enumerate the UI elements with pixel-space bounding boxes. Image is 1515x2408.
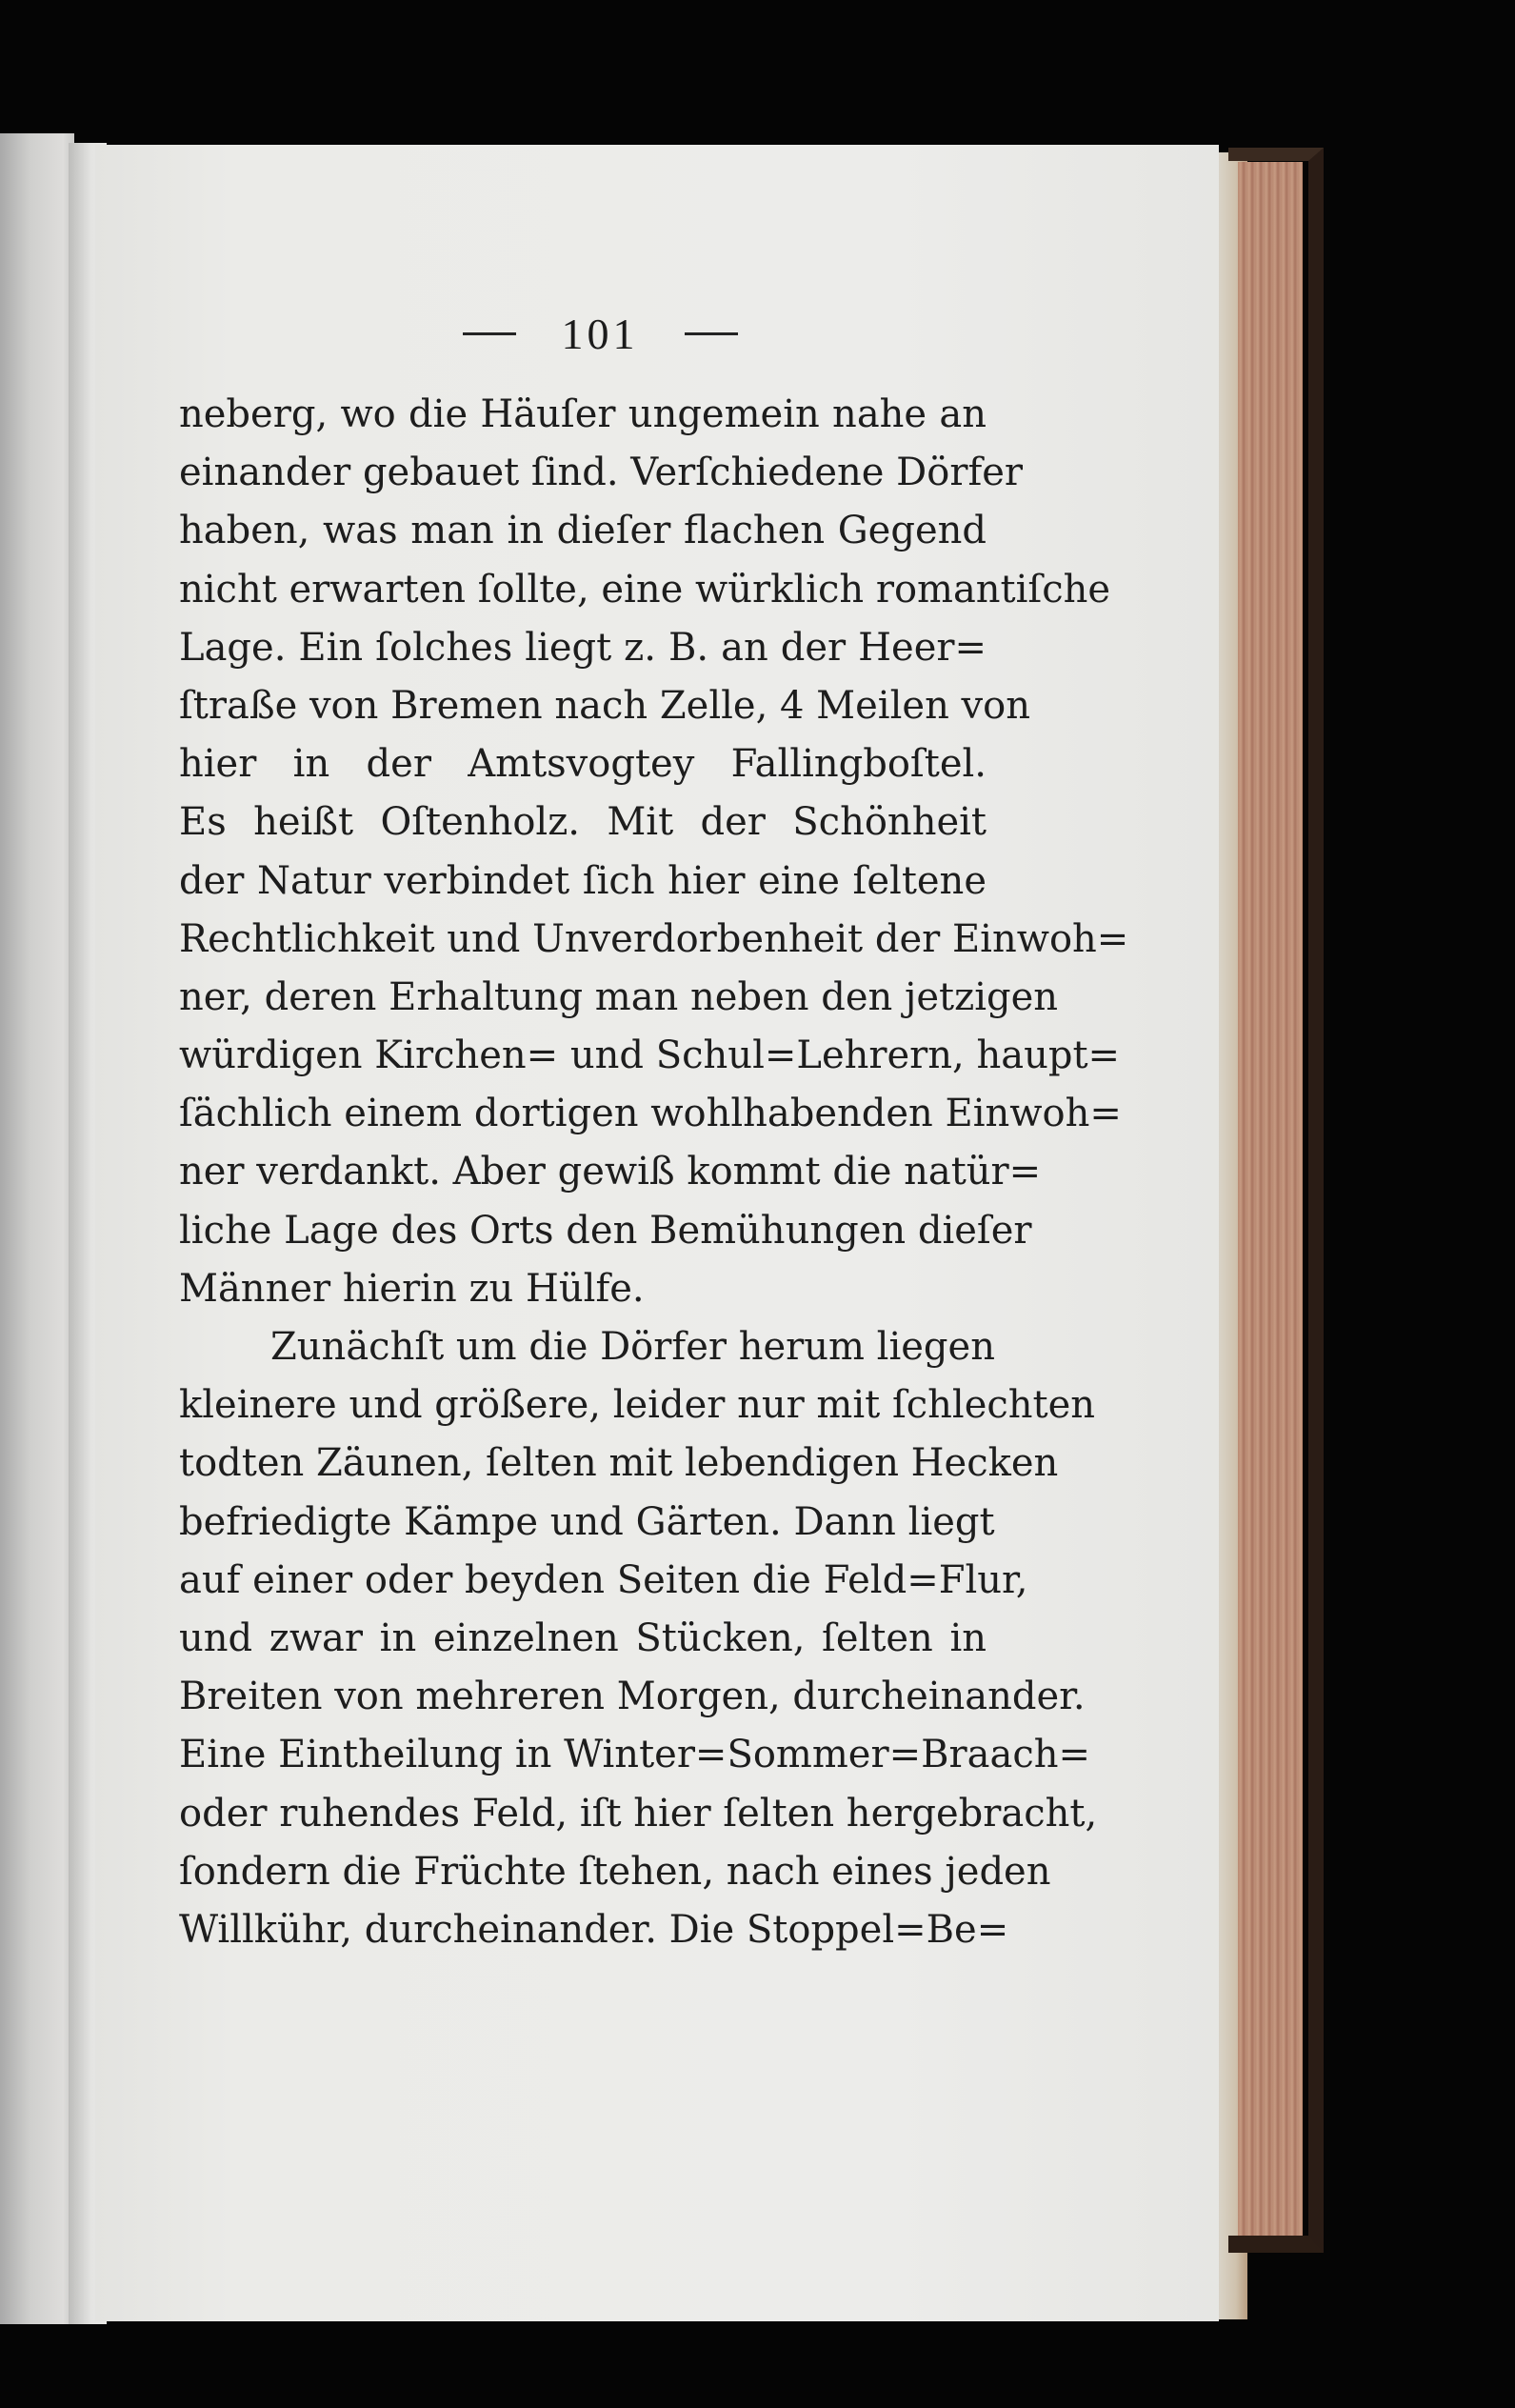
- text-line-16: Männer hierin zu Hülfe.: [179, 1266, 645, 1311]
- red-sprinkled-edge: [1238, 162, 1303, 2238]
- text-line-19: todten Zäunen, ſelten mit lebendigen Hecken: [179, 1441, 1059, 1486]
- text-line-3: haben, was man in dieſer flachen Gegend: [179, 509, 987, 553]
- text-line-22: und zwar in einzelnen Stücken, ſelten in: [179, 1615, 987, 1660]
- text-line-15: liche Lage des Orts den Bemühungen dieſer: [179, 1208, 1032, 1253]
- running-head: [362, 305, 838, 362]
- facing-page-edge: [0, 133, 74, 2324]
- text-line-7: hier in der Amtsvogtey Fallingboſtel.: [179, 742, 987, 787]
- text-line-23: Breiten von mehreren Morgen, durcheinander.: [179, 1675, 1086, 1719]
- text-line-25: oder ruhendes Feld, iſt hier ſelten hergebracht,: [179, 1791, 1098, 1836]
- page-number: 101: [561, 309, 639, 358]
- text-line-26: ſondern die Früchte ſtehen, nach eines jeden: [179, 1849, 1051, 1894]
- text-line-20: befriedigte Kämpe und Gärten. Dann liegt: [179, 1499, 995, 1544]
- text-line-17: Zunächſt um die Dörfer herum liegen: [270, 1325, 995, 1369]
- text-line-6: ſtraße von Bremen nach Zelle, 4 Meilen von: [179, 683, 1030, 728]
- text-line-9: der Natur verbindet ſich hier eine ſeltene: [179, 858, 987, 903]
- text-line-8: Es heißt Oſtenholz. Mit der Schönheit: [179, 800, 987, 845]
- text-line-24: Eine Eintheilung in Winter=Sommer=Braach=: [179, 1733, 1090, 1777]
- right-rule: [685, 332, 738, 335]
- text-line-2: einander gebauet ſind. Verſchiedene Dörfer: [179, 451, 1024, 495]
- text-line-1: neberg, wo die Häuſer ungemein nahe an: [179, 392, 987, 436]
- left-rule: [463, 332, 516, 335]
- text-line-5: Lage. Ein ſolches liegt z. B. an der Heer=: [179, 625, 987, 670]
- text-line-18: kleinere und größere, leider nur mit ſchlechten: [179, 1383, 1096, 1428]
- text-line-21: auf einer oder beyden Seiten die Feld=Flur,: [179, 1557, 1028, 1602]
- text-line-13: ſächlich einem dortigen wohlhabenden Einwoh=: [179, 1092, 1122, 1136]
- text-line-14: ner verdankt. Aber gewiß kommt die natür=: [179, 1150, 1042, 1194]
- text-line-11: ner, deren Erhaltung man neben den jetzigen: [179, 974, 1059, 1019]
- text-line-4: nicht erwarten ſollte, eine würklich romantiſche: [179, 567, 1111, 612]
- text-line-12: würdigen Kirchen= und Schul=Lehrern, haupt=: [179, 1033, 1121, 1078]
- text-line-10: Rechtlichkeit und Unverdorbenheit der Einwoh=: [179, 916, 1129, 961]
- text-line-27: Willkühr, durcheinander. Die Stoppel=Be=: [179, 1907, 1009, 1952]
- body-text: [179, 386, 1129, 1959]
